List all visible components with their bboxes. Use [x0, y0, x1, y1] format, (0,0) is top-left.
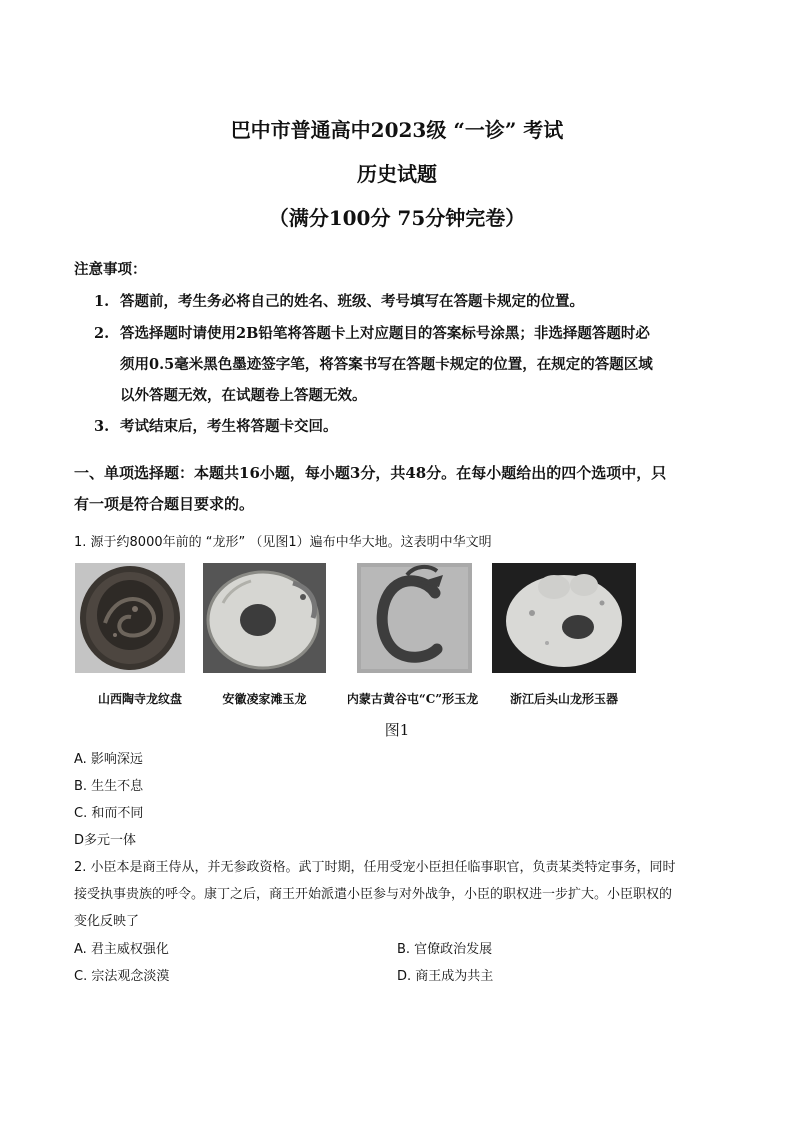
question-1-stem: 1. 源于约8000年前的 “龙形” （见图1）遍布中华大地。这表明中华文明 [74, 535, 492, 550]
figure-caption: 内蒙古黄谷屯“C”形玉龙 [346, 692, 479, 706]
c-shaped-jade-dragon-image [357, 563, 472, 673]
exam-subject: 历史试题 [357, 162, 437, 186]
notice-item-number: 2. [94, 325, 110, 342]
notice-heading: 注意事项： [74, 261, 147, 278]
dragon-plate-image [75, 563, 185, 673]
option-d: D多元一体 [74, 833, 137, 848]
notice-item-number: 3. [94, 418, 110, 435]
option-b: B. 官僚政治发展 [397, 942, 493, 957]
notice-item-text: 以外答题无效，在试题卷上答题无效。 [120, 387, 367, 404]
option-c: C. 宗法观念淡漠 [74, 969, 170, 984]
figure-caption: 浙江后头山龙形玉器 [509, 692, 618, 706]
option-d: D. 商王成为共主 [397, 969, 494, 984]
figure-label: 图1 [384, 721, 410, 739]
notice-item-text: 答选择题时请使用2B铅笔将答题卡上对应题目的答案标号涂黑；非选择题答题时必 [120, 325, 650, 342]
notice-item-number: 1. [94, 293, 110, 310]
section-heading: 有一项是符合题目要求的。 [74, 495, 255, 513]
notice-item-text: 须用0.5毫米黑色墨迹签字笔，将答案书写在答题卡规定的位置，在规定的答题区域 [120, 356, 653, 373]
dragon-shaped-jade-image [492, 563, 636, 673]
exam-meta: （满分100分 75分钟完卷） [268, 206, 526, 230]
option-c: C. 和而不同 [74, 806, 144, 821]
notice-item-text: 答题前，考生务必将自己的姓名、班级、考号填写在答题卡规定的位置。 [120, 293, 584, 310]
section-heading: 一、单项选择题：本题共16小题，每小题3分，共48分。在每小题给出的四个选项中，只 [74, 464, 667, 482]
question-2-stem: 接受执事贵族的呼令。康丁之后，商王开始派遣小臣参与对外战争，小臣的职权进一步扩大。小臣职权的 [74, 887, 673, 902]
question-2-stem: 2. 小臣本是商王侍从，并无参政资格。武丁时期，任用受宠小臣担任临事职官，负责某类特定事务，同时 [74, 860, 676, 875]
figure-caption: 安徽凌家滩玉龙 [222, 692, 307, 706]
exam-title: 巴中市普通高中2023级 “一诊” 考试 [230, 118, 564, 142]
figure-caption: 山西陶寺龙纹盘 [97, 692, 182, 706]
jade-dragon-ring-image [203, 563, 326, 673]
option-a: A. 影响深远 [74, 752, 143, 767]
option-b: B. 生生不息 [74, 779, 144, 794]
question-2-stem: 变化反映了 [74, 914, 140, 929]
option-a: A. 君主威权强化 [74, 942, 169, 957]
notice-item-text: 考试结束后，考生将答题卡交回。 [120, 418, 338, 435]
